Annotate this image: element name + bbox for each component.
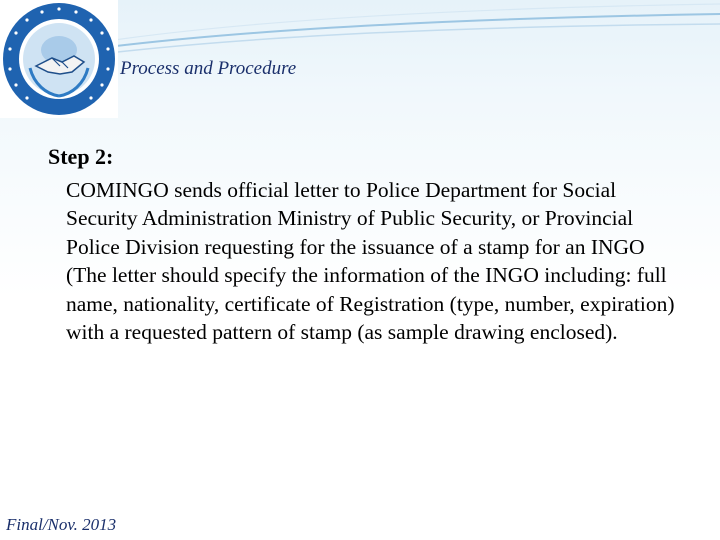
organization-logo bbox=[0, 0, 118, 118]
page-title: Process and Procedure bbox=[120, 58, 297, 79]
step-section bbox=[48, 144, 688, 346]
handshake-icon bbox=[0, 0, 118, 118]
footer-version: Final/Nov. 2013 bbox=[6, 515, 117, 534]
step-description: COMINGO sends official letter to Police Department for Social Security Administration Ministry of Public Security, or Provincial Police Division requesting for the issuance of a stamp for an INGO (The letter should specify the information of the INGO including: full name, nationality, certificate of Registration (type, number, expiration) with a requested pattern of stamp (as sample drawing enclosed). bbox=[66, 178, 675, 345]
step-heading: Step 2: bbox=[48, 144, 114, 169]
